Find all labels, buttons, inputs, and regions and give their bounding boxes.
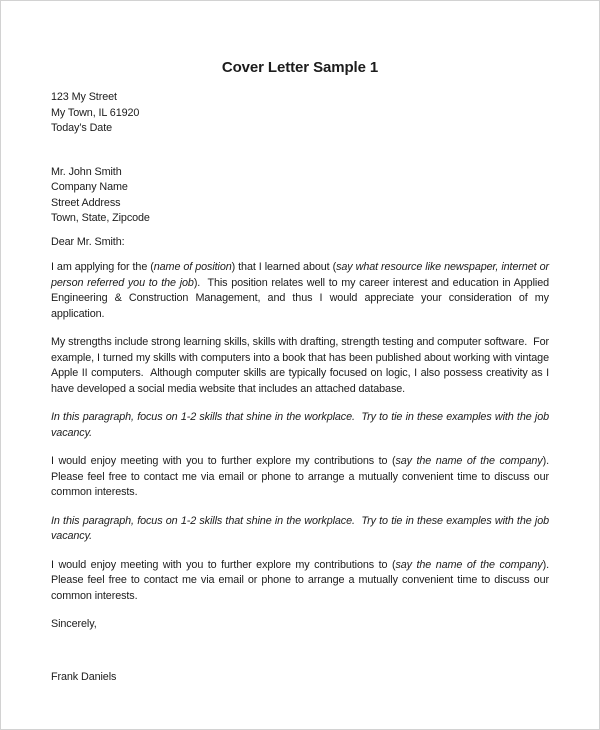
italic-run: say what resource like newspaper, internet or person referred you to the job bbox=[51, 261, 552, 289]
body-paragraph bbox=[51, 558, 555, 605]
text-run: ) that I learned about ( bbox=[231, 261, 337, 273]
body-paragraph bbox=[51, 454, 555, 501]
body-paragraph bbox=[51, 410, 552, 441]
sender-line: 123 My Street bbox=[51, 91, 117, 103]
italic-run: name of position bbox=[153, 261, 232, 273]
closing: Sincerely, bbox=[51, 618, 97, 630]
body-paragraph bbox=[51, 514, 552, 545]
letter-body bbox=[51, 260, 555, 604]
text-run: ). Please feel free to contact me via email or phone to arrange a mutually convenient time to discuss our common interests. bbox=[51, 455, 555, 498]
body-paragraph bbox=[51, 260, 552, 322]
text-run: I would enjoy meeting with you to further explore my contributions to ( bbox=[51, 455, 396, 467]
italic-run: say the name of the company bbox=[395, 558, 543, 571]
sender-line: My Town, IL 61920 bbox=[51, 106, 140, 119]
sender-address-block bbox=[51, 90, 549, 137]
text-run: I would enjoy meeting with you to further explore my contributions to ( bbox=[51, 558, 396, 571]
page-title: Cover Letter Sample 1 bbox=[221, 59, 379, 76]
text-run: ). Please feel free to contact me via email or phone to arrange a mutually convenient time to discuss our common interests. bbox=[51, 558, 555, 602]
salutation: Dear Mr. Smith: bbox=[51, 235, 125, 248]
recipient-address-block bbox=[51, 165, 549, 227]
italic-run: In this paragraph, focus on 1-2 skills that shine in the workplace. Try to tie in these examples with the job vacancy. bbox=[51, 514, 552, 542]
signature-name: Frank Daniels bbox=[51, 670, 117, 683]
text-run: I am applying for the ( bbox=[51, 261, 154, 273]
recipient-line: Mr. John Smith bbox=[51, 165, 122, 178]
text-run: My strengths include strong learning skills, skills with drafting, strength testing and computer software. For example, I turned my skills with computers into a book that has been published about working with vintage Apple II computers. Although computer skills are typically focused on logic, I also possess creativity as I have developed a social media website that includes an attached database. bbox=[51, 336, 552, 395]
recipient-line: Town, State, Zipcode bbox=[51, 212, 150, 224]
italic-run: In this paragraph, focus on 1-2 skills that shine in the workplace. Try to tie in these examples with the job vacancy. bbox=[51, 411, 552, 439]
sender-line: Today’s Date bbox=[51, 122, 113, 134]
body-paragraph bbox=[51, 335, 552, 397]
italic-run: say the name of the company bbox=[395, 455, 543, 467]
recipient-line: Street Address bbox=[51, 196, 121, 209]
recipient-line: Company Name bbox=[51, 181, 128, 193]
text-run: ). This position relates well to my career interest and education in Applied Engineering & Construction Management, and thus I would appreciate your consideration of my application. bbox=[51, 276, 552, 320]
